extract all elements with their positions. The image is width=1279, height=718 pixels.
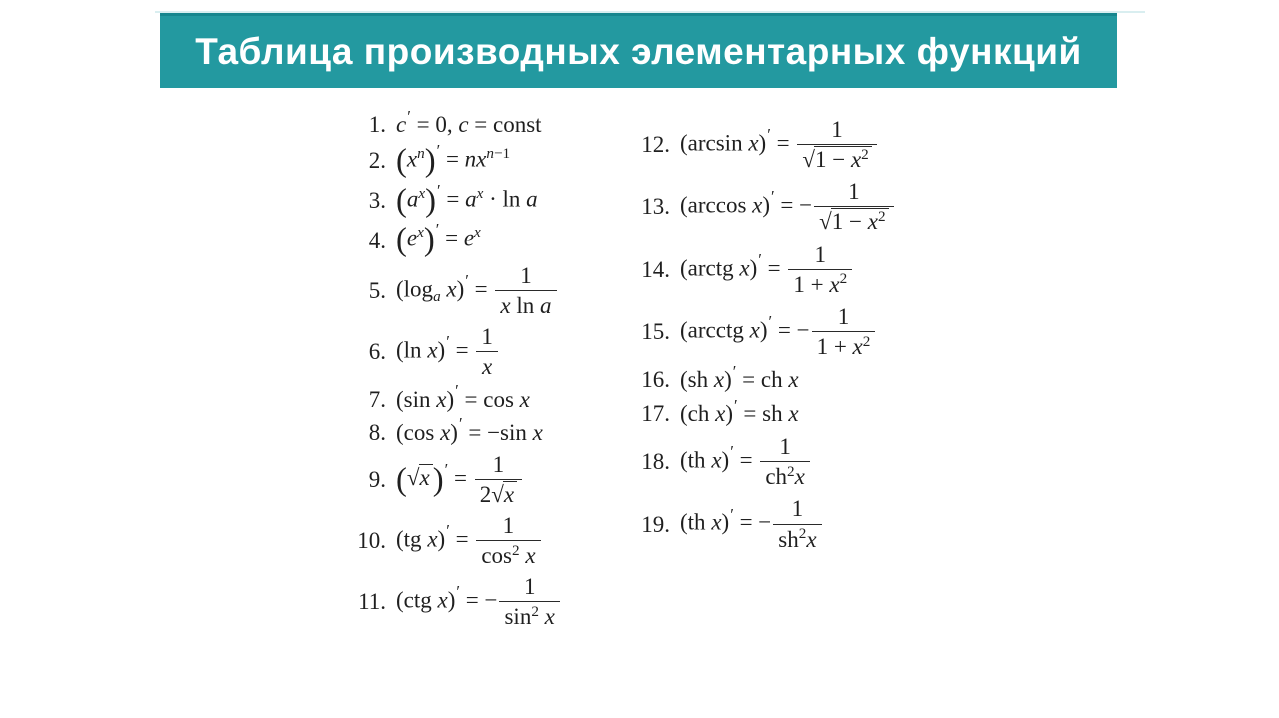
- formula-item: [344, 453, 644, 507]
- formula-expression: (ch x)′ = sh x: [680, 395, 799, 427]
- formula-number: 13.: [641, 194, 670, 220]
- formula-expression: (sh x)′ = ch x: [680, 361, 799, 393]
- formula-number: 1.: [368, 112, 386, 137]
- formula-expression: (arcctg x)′ = − $\frac{1}{1 + x^2}$: [680, 305, 877, 359]
- formula-expression: (sin x)′ = cos x: [396, 381, 530, 412]
- formula-expression: (tg x)′ = $\frac{1}{\cos^2 x}$: [396, 514, 543, 568]
- formula-expression: (arcsin x)′ = $\frac{1}{√1 - x^2}$: [680, 118, 879, 172]
- formula-number: 3.: [368, 187, 386, 213]
- formula-expression: (√x)′ = $\frac{1}{2√x}$: [396, 453, 524, 507]
- formula-item: [628, 361, 968, 393]
- formula-number: 10.: [357, 527, 386, 553]
- formula-item: [628, 180, 968, 234]
- formula-expression: $(x^n)' = nx^{n-1}$: [396, 141, 511, 179]
- formula-item: [628, 305, 968, 359]
- formula-item: [344, 381, 644, 413]
- formula-expression: (th x)′ = − $\frac{1}{sh^2x}$: [680, 497, 824, 551]
- formula-number: 17.: [641, 401, 670, 427]
- formula-number: 14.: [641, 256, 670, 282]
- formula-item: [628, 435, 968, 489]
- formula-number: 8.: [368, 419, 386, 445]
- formula-expression: $(e^x)' = e^x$: [396, 220, 481, 259]
- formula-number: 2.: [368, 148, 386, 174]
- formula-item: [628, 118, 968, 172]
- formula-item: [344, 414, 644, 446]
- formula-number: 7.: [368, 386, 386, 412]
- formula-number: 12.: [641, 132, 670, 158]
- formula-number: 6.: [368, 339, 386, 365]
- formula-expression: (arccos x)′ = − $\frac{1}{√1 - x^2}$: [680, 180, 896, 234]
- formula-expression: (th x)′ = $\frac{1}{ch^2x}$: [680, 435, 812, 489]
- formula-expression: c′ = 0, c = const: [396, 106, 542, 137]
- formula-number: 15.: [641, 318, 670, 344]
- formula-column-left: [344, 106, 644, 630]
- formula-item: [344, 514, 644, 568]
- formula-item: [344, 264, 644, 318]
- formula-expression: ($\log_a$ x)′ = $\frac{1}{\text{x ln a}}$: [396, 264, 559, 318]
- formula-number: 19.: [641, 511, 670, 537]
- formula-expression: (ctg x)′ = − $\frac{1}{\sin^2 x}$: [396, 575, 562, 629]
- formula-number: 18.: [641, 449, 670, 475]
- formula-item: [628, 395, 968, 427]
- formula-expression: (ln x)′ = $\frac{1}{x}$: [396, 325, 500, 379]
- formula-column-right: [628, 118, 968, 552]
- page-title-banner: [160, 13, 1117, 88]
- formula-expression: (cos x)′ = −sin x: [396, 414, 543, 445]
- formula-number: 9.: [368, 466, 386, 492]
- formula-number: 11.: [358, 589, 386, 615]
- formula-item: [344, 141, 644, 179]
- formula-number: 5.: [368, 278, 386, 304]
- formula-number: 16.: [641, 367, 670, 393]
- formula-item: [344, 106, 644, 138]
- formula-item: [344, 180, 644, 219]
- formula-item: [628, 243, 968, 297]
- formula-expression: (arctg x)′ = $\frac{1}{1 + x^2}$: [680, 243, 854, 297]
- formula-item: [344, 220, 644, 259]
- formula-item: [344, 325, 644, 379]
- page-title: Таблица производных элементарных функций: [195, 31, 1082, 72]
- formula-item: [628, 497, 968, 551]
- formula-expression: $(a^x)' = a^x \cdot \ln a$: [396, 180, 538, 219]
- formula-number: 4.: [368, 227, 386, 253]
- formula-item: [344, 575, 644, 629]
